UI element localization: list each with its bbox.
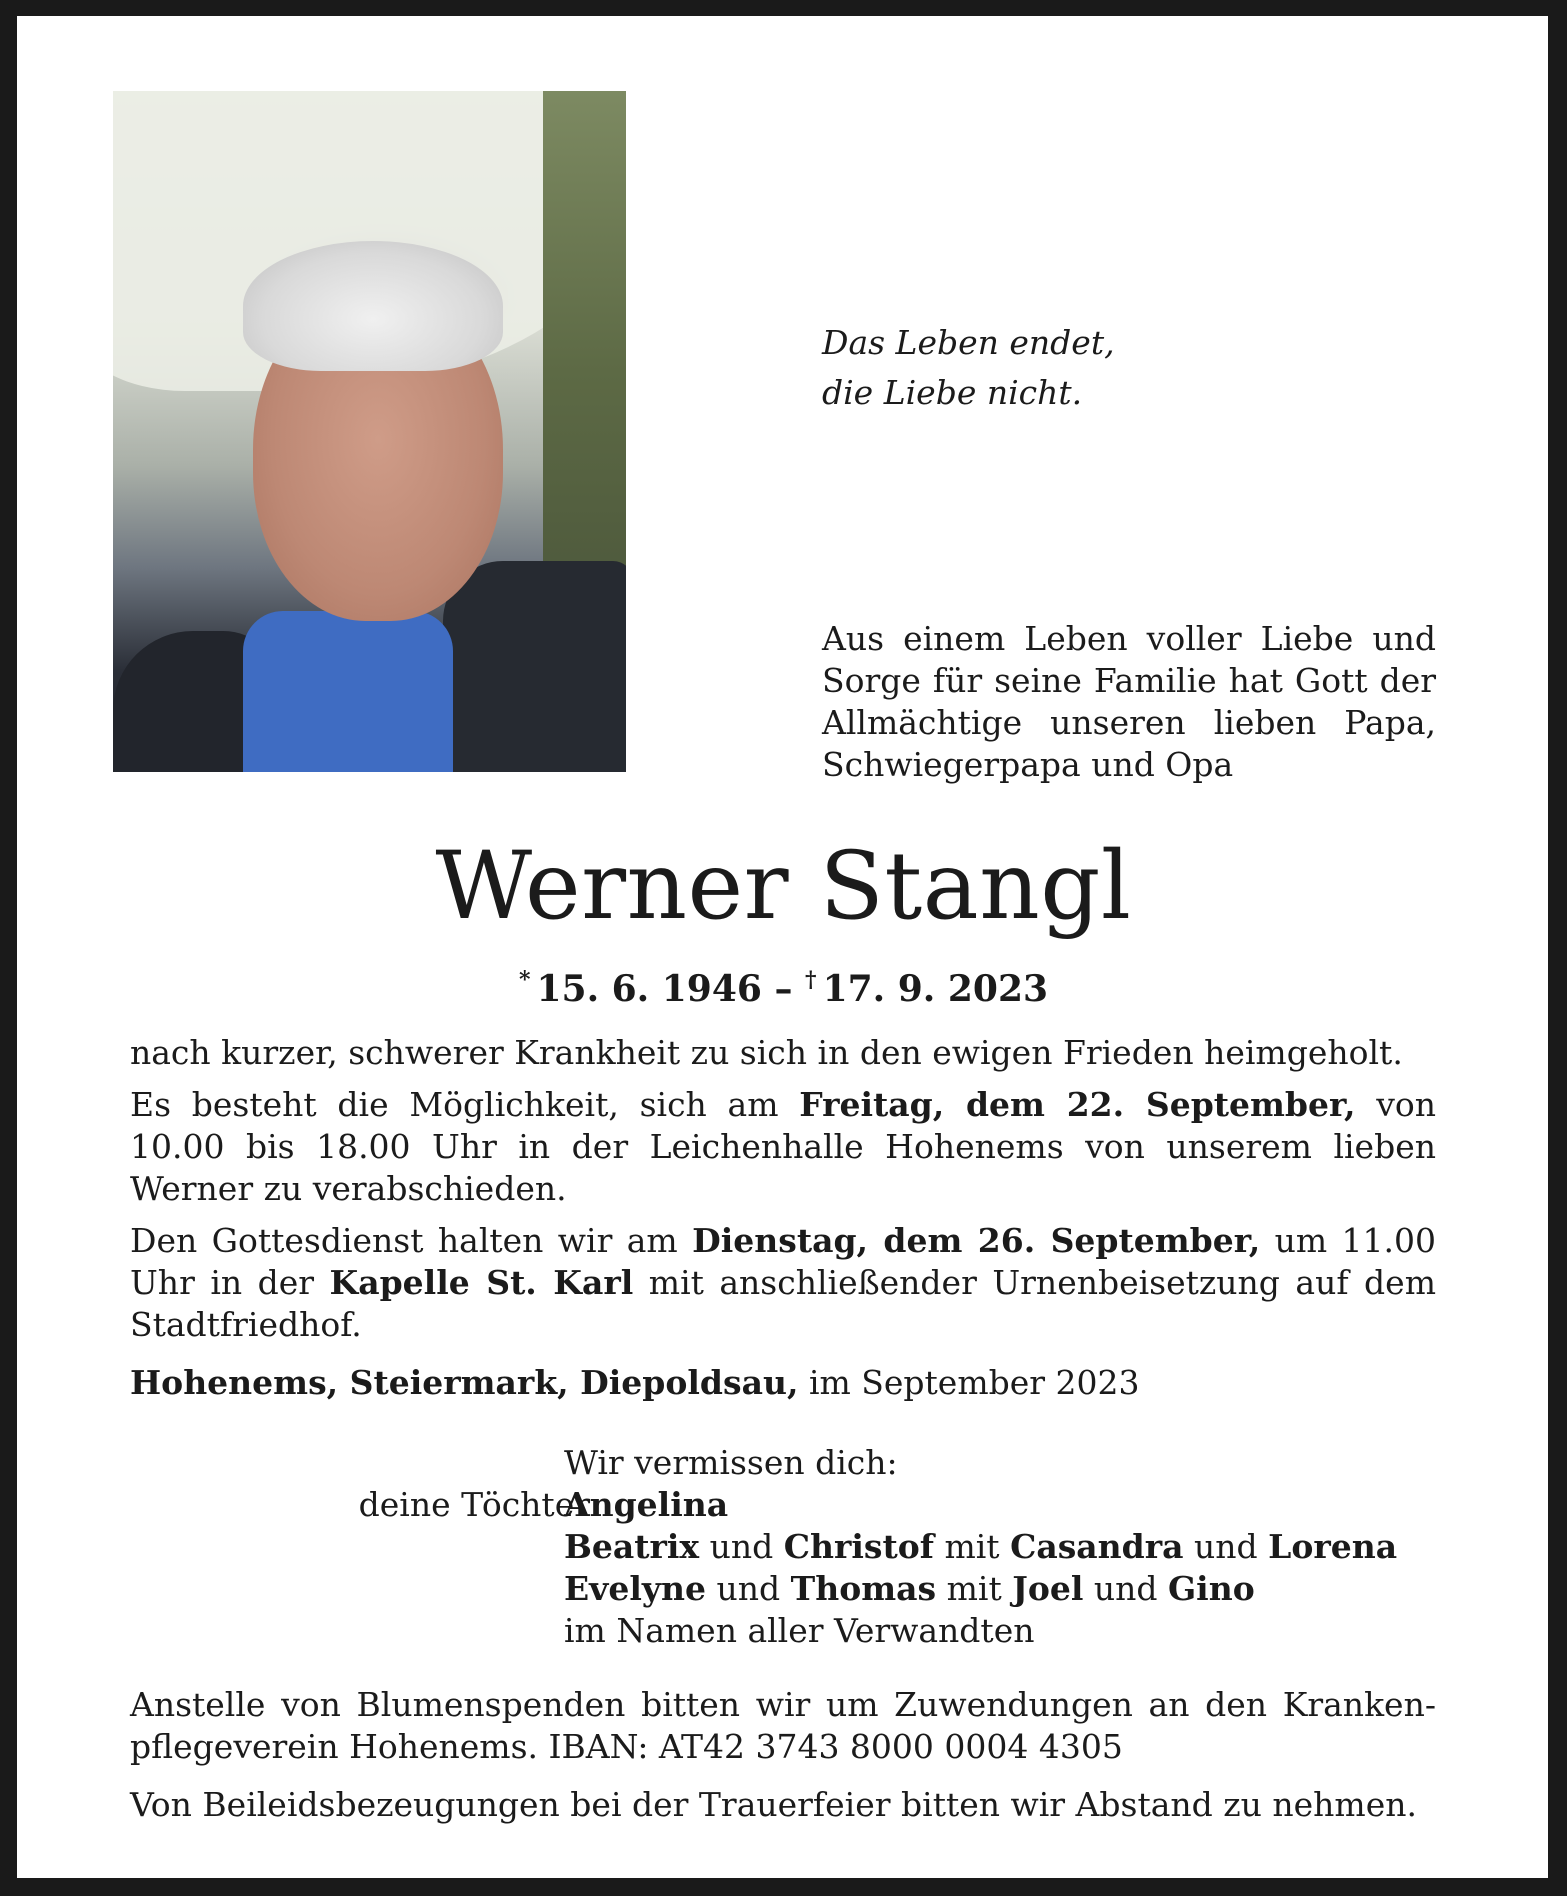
family-joiner: und (706, 1569, 791, 1608)
death-date: 17. 9. 2023 (822, 968, 1049, 1010)
quote-line-1: Das Leben endet, (822, 323, 1115, 362)
family-name: Lorena (1268, 1527, 1398, 1566)
paragraph-viewing (130, 1084, 1436, 1210)
jacket-right-shape (443, 561, 626, 772)
service-text-c: mit anschließender Urnenbeisetzung auf dem Stadtfriedhof. (130, 1263, 1436, 1344)
family-name: Casandra (1010, 1527, 1184, 1566)
obituary-body (130, 1032, 1436, 1404)
service-text-a: Den Gottesdienst halten wir am (130, 1221, 693, 1260)
family-name: Angelina (564, 1485, 729, 1524)
place-date: im September 2023 (798, 1363, 1140, 1402)
family-name: Beatrix (564, 1527, 700, 1566)
quote-line-2: die Liebe nicht. (822, 373, 1083, 412)
places: Hohenems, Steiermark, Diepoldsau, (130, 1363, 799, 1402)
service-date: Dienstag, dem 26. September, (692, 1221, 1261, 1260)
deceased-name: Werner Stangl (435, 832, 1132, 941)
viewing-text-b: von 10.00 bis 18.00 Uhr in der Leichenhalle Hohenems von unserem lieben Werner zu verabschieden. (130, 1085, 1436, 1208)
family-joiner: und (1083, 1569, 1168, 1608)
portrait-photo (113, 91, 626, 772)
donation-note: Anstelle von Blumenspenden bitten wir um Zuwendungen an den Krankenpflegeverein Hohenems. IBAN: AT42 3743 8000 0004 4305 (130, 1685, 1436, 1766)
life-dates (0, 958, 1567, 1011)
family-closing-row (130, 1610, 1436, 1652)
family-heading-row (130, 1442, 1436, 1484)
family-name: Gino (1167, 1569, 1255, 1608)
family-label: deine Töchter (358, 1485, 590, 1524)
quote (822, 318, 1242, 418)
paragraph-service (130, 1220, 1436, 1346)
family-names-2 (564, 1526, 1397, 1568)
family-names-3 (564, 1568, 1255, 1610)
death-symbol: † (805, 967, 817, 993)
family-names-1 (564, 1484, 728, 1526)
family-name: Christof (783, 1527, 934, 1566)
date-separator: – (774, 968, 793, 1010)
family-joiner: mit (936, 1569, 1013, 1608)
viewing-date: Freitag, dem 22. September, (799, 1085, 1356, 1124)
family-row-3 (130, 1568, 1436, 1610)
family-row-2 (130, 1526, 1436, 1568)
family-name: Joel (1012, 1569, 1084, 1608)
paragraph-passing: nach kurzer, schwerer Krankheit zu sich in den ewigen Frieden heimgeholt. (130, 1033, 1403, 1072)
family-name: Thomas (790, 1569, 937, 1608)
family-joiner: und (1183, 1527, 1269, 1566)
family-joiner: mit (933, 1527, 1011, 1566)
birth-date: 15. 6. 1946 (536, 968, 762, 1010)
family-heading: Wir vermissen dich: (564, 1443, 898, 1482)
viewing-text-a: Es besteht die Möglichkeit, sich am (130, 1085, 800, 1124)
condolence-note: Von Beileidsbezeugungen bei der Trauerfeier bitten wir Abstand zu nehmen. (130, 1785, 1417, 1824)
family-joiner: und (699, 1527, 784, 1566)
shirt-shape (243, 611, 453, 772)
footer-notes (130, 1684, 1436, 1826)
family-closing: im Namen aller Verwandten (564, 1611, 1035, 1650)
family-signature (130, 1442, 1436, 1652)
paragraph-place-date (130, 1362, 1436, 1404)
service-location: Kapelle St. Karl (329, 1263, 634, 1302)
family-name: Evelyne (564, 1569, 707, 1608)
hair-shape (243, 241, 503, 371)
service-text-b: um 11.00 Uhr in der (130, 1221, 1436, 1302)
birth-symbol: * (518, 967, 531, 993)
intro-text: Aus einem Leben voller Liebe und Sorge für seine Familie hat Gott der Allmächtige unseren lieben Papa, Schwiegerpapa und Opa (822, 619, 1436, 784)
family-row-1 (130, 1484, 1436, 1526)
